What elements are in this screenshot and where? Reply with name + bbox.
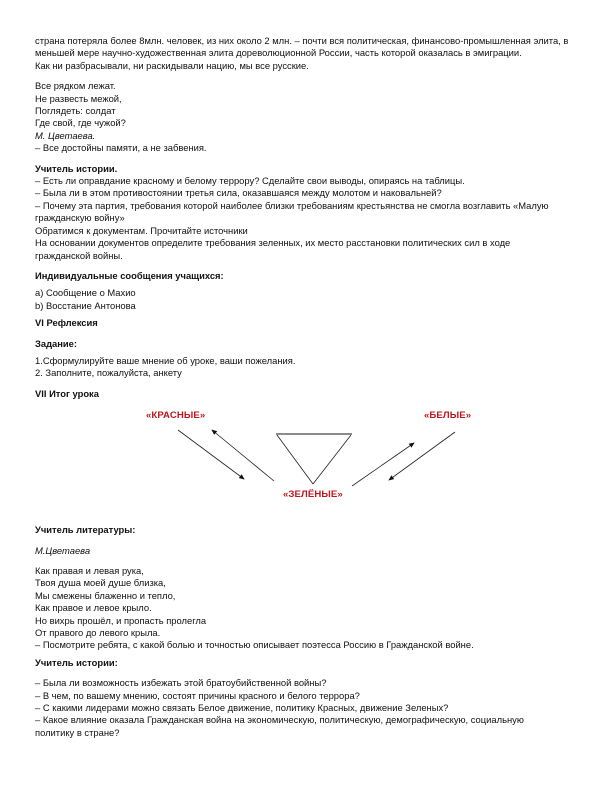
literature-closing: – Посмотрите ребята, с какой болью и точностью описывает поэтесса Россию в Гражданской войне. xyxy=(35,639,474,651)
label-whites: «БЕЛЫЕ» xyxy=(424,410,472,422)
student-reports xyxy=(35,270,580,312)
poem-line: Не развесть межой, xyxy=(35,92,122,104)
task-item: 1.Сформулируйте ваше мнение об уроке, ваши пожелания. xyxy=(35,354,296,366)
intro-paragraph: страна потеряла более 8млн. человек, из них около 2 млн. – почти вся политическая, финансово-промышленная элита, в меньшей мере научно-художественная элита дореволюционной России, часть которой оказалась в эмиграции. xyxy=(35,35,569,59)
history-instruction: На основании документов определите требования зеленных, их место расстановки политических сил в ходе гражданской войны. xyxy=(35,237,511,261)
student-report-item: b) Восстание Антонова xyxy=(35,299,136,311)
student-report-item: а) Сообщение о Махио xyxy=(35,287,136,299)
poem-line: Но вихрь прошёл, и пропасть пролегла xyxy=(35,614,207,626)
history-question: – Была ли возможность избежать этой братоубийственной войны? xyxy=(35,677,327,689)
label-greens: «ЗЕЛЁНЫЕ» xyxy=(283,489,343,501)
literature-heading: Учитель литературы: xyxy=(35,524,136,536)
poem-line: Поглядеть: солдат xyxy=(35,105,116,117)
task-heading: Задание: xyxy=(35,337,78,349)
poem-line: Все рядком лежат. xyxy=(35,80,116,92)
poem-line: От правого до левого крыла. xyxy=(35,627,161,638)
poem-line: Мы смежены блаженно и тепло, xyxy=(35,589,176,601)
history-question: – Какое влияние оказала Гражданская война на экономическую, политическую, демографическую, социальную политику в стране? xyxy=(35,714,524,738)
student-reports-heading: Индивидуальные сообщения учащихся: xyxy=(35,269,224,281)
history-heading: Учитель истории: xyxy=(35,656,118,668)
poem-author: М. Цветаева. xyxy=(35,129,96,141)
history-teacher-block-1 xyxy=(35,163,580,262)
poem-line: Где свой, где чужой? xyxy=(35,117,126,129)
forces-diagram xyxy=(0,400,612,518)
history-question: – В чем, по вашему мнению, состоят причины красного и белого террора? xyxy=(35,689,360,701)
poem-line: Твоя душа моей душе близка, xyxy=(35,577,166,589)
label-reds: «КРАСНЫЕ» xyxy=(146,410,206,422)
literature-teacher-block xyxy=(35,524,580,652)
literature-author: М.Цветаева xyxy=(35,544,91,556)
poem-closing: – Все достойны памяти, а не забвения. xyxy=(35,142,207,154)
intro-nation-line: Как ни разбрасывали, ни раскидывали нацию, мы все русские. xyxy=(35,59,309,71)
task-item: 2. Заполните, пожалуйста, анкету xyxy=(35,367,182,379)
history-teacher-block-2 xyxy=(35,657,580,739)
history-question: – С какими лидерами можно связать Белое движение, политику Красных, движение Зеленых? xyxy=(35,702,449,714)
section-summary xyxy=(35,388,580,400)
history-question: – Была ли в этом противостоянии третья сила, оказавшаяся между молотом и наковальней? xyxy=(35,187,442,199)
history-question: – Почему эта партия, требования которой наиболее близки требованиям крестьянства не смогла возглавить «Малую гражданскую войну» xyxy=(35,199,549,224)
document-page xyxy=(35,35,580,739)
section-7-heading: VII Итог урока xyxy=(35,387,99,399)
history-heading: Учитель истории. xyxy=(35,162,118,174)
history-question: – Есть ли оправдание красному и белому террору? Сделайте свои выводы, опираясь на таблицы. xyxy=(35,175,465,187)
poem-line: Как правая и левая рука, xyxy=(35,564,144,576)
poem-line: Как правое и левое крыло. xyxy=(35,602,152,614)
poem-tsvetaeva-1 xyxy=(35,80,580,154)
history-instruction: Обратимся к документам. Прочитайте источники xyxy=(35,224,248,236)
section-6-heading: VI Рефлексия xyxy=(35,317,98,329)
section-reflection xyxy=(35,317,580,380)
